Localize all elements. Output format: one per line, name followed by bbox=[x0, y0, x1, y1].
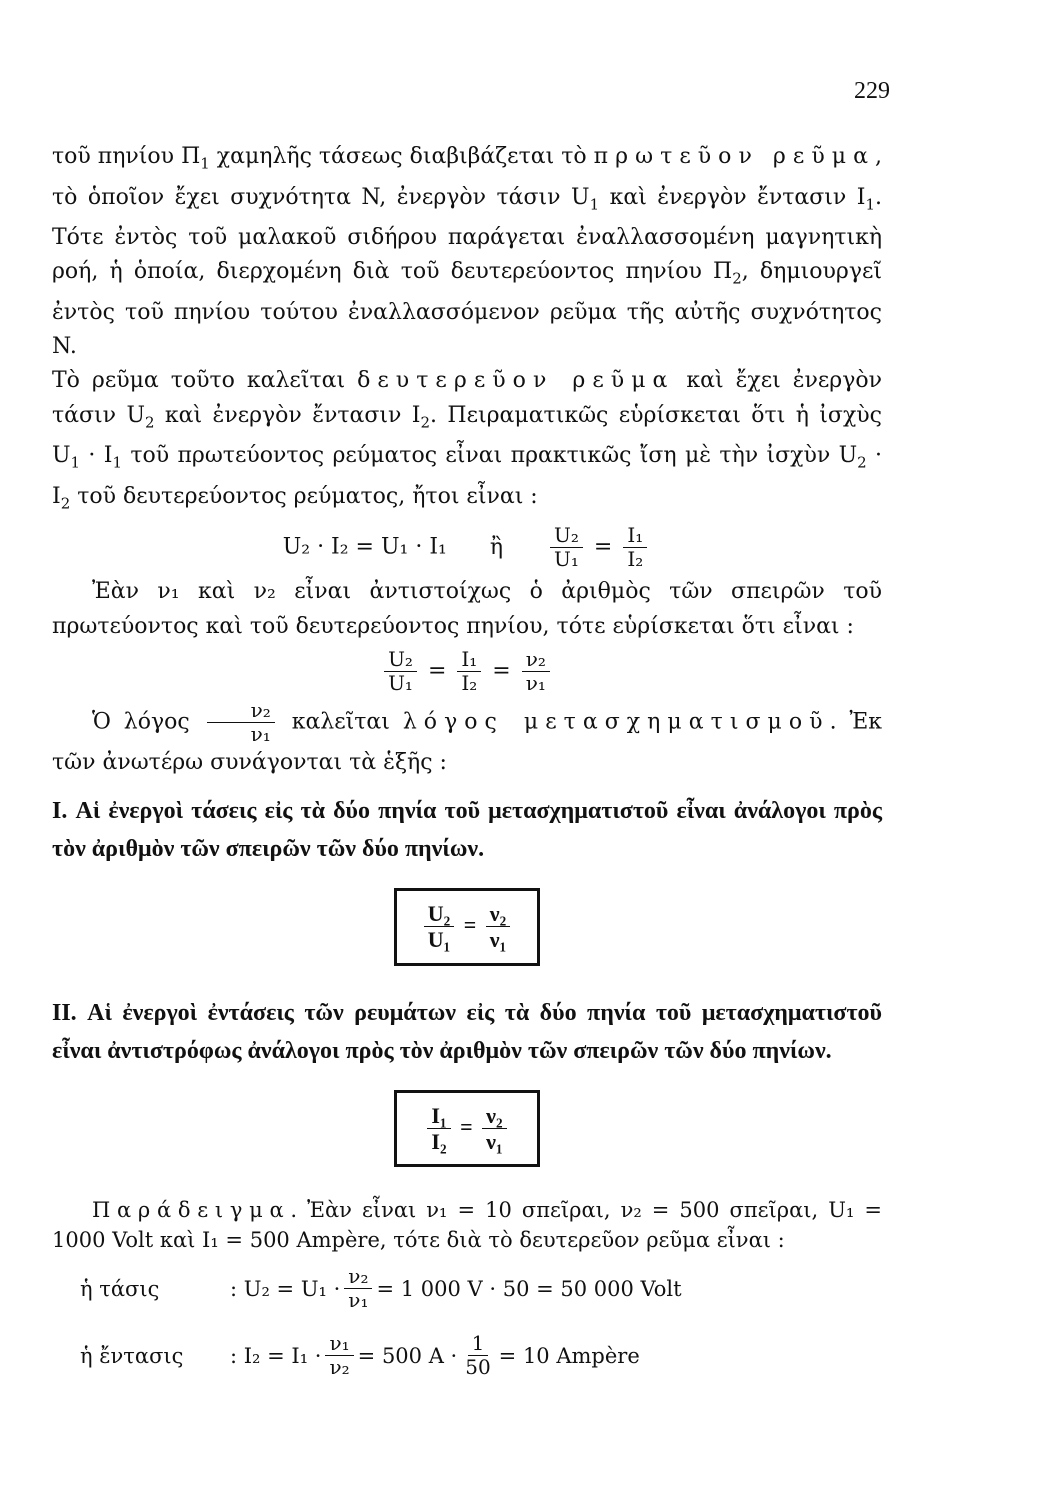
page-number: 229 bbox=[854, 78, 890, 104]
p1-text: χαμηλῆς τάσεως διαβιβάζεται τὸ bbox=[209, 144, 594, 169]
p2-text: τοῦ πρωτεύοντος ρεύματος εἶναι πρακτικῶς ἴση μὲ τὴν ἰσχὺν U bbox=[121, 443, 858, 469]
term-secondary-current: δευτερεῦον ρεῦμα bbox=[357, 368, 675, 394]
fraction bbox=[522, 648, 550, 695]
rule-2: II. Αἱ ἐνεργοὶ ἐντάσεις τῶν ρευμάτων εἰς τὰ δύο πηνία τοῦ μετασχηματιστοῦ εἶναι ἀντιστρόφως ἀνάλογοι πρὸς τὸν ἀριθμὸν τῶν σπειρῶν τῶν δύο πηνίων. bbox=[52, 999, 882, 1064]
example-result: = 10 Ampère bbox=[498, 1343, 640, 1368]
rule-1: I. Αἱ ἐνεργοὶ τάσεις εἰς τὰ δύο πηνία τοῦ μετασχηματιστοῦ εἶναι ἀνάλογοι πρὸς τὸν ἀριθμὸν τῶν σπειρῶν τῶν δύο πηνίων. bbox=[52, 797, 882, 862]
numerator: 1 bbox=[468, 1332, 489, 1356]
p1-sub: 1 bbox=[200, 154, 210, 173]
p2-sub: 2 bbox=[144, 412, 155, 431]
p1-text: καὶ ἐνεργὸν ἔντασιν I bbox=[599, 184, 866, 210]
fraction bbox=[623, 524, 647, 571]
fraction bbox=[457, 648, 481, 695]
paragraph-2 bbox=[52, 364, 882, 520]
denominator: U₁ bbox=[388, 670, 413, 695]
example-paragraph bbox=[52, 1195, 882, 1255]
fraction bbox=[344, 1265, 372, 1312]
ratio-text: καλεῖται bbox=[278, 709, 403, 735]
p2-sub: 2 bbox=[60, 494, 71, 513]
example-row-label: ἡ ἔντασις bbox=[80, 1343, 184, 1368]
denominator: U₁ bbox=[427, 927, 451, 953]
equation-power bbox=[52, 520, 882, 575]
fraction bbox=[384, 648, 417, 695]
example-expr: = 500 A · bbox=[357, 1343, 458, 1368]
numerator: ν₁ bbox=[325, 1332, 353, 1356]
example-current-row bbox=[52, 1322, 882, 1389]
eq-power-product: U₂ · I₂ = U₁ · I₁ bbox=[282, 534, 447, 560]
example-row-label: ἡ τάσις bbox=[80, 1276, 160, 1301]
fraction bbox=[461, 1332, 494, 1379]
p2-sub: 2 bbox=[857, 453, 867, 472]
p2-text: · I bbox=[52, 443, 882, 509]
fraction bbox=[550, 524, 583, 571]
denominator: I₂ bbox=[431, 1128, 447, 1154]
numerator: I₁ bbox=[457, 648, 481, 672]
denominator: 50 bbox=[465, 1355, 491, 1380]
p2-text: τοῦ δευτερεύοντος ρεύματος, ἤτοι εἶναι : bbox=[70, 483, 538, 509]
numerator: ν₂ bbox=[344, 1265, 372, 1289]
numerator: ν₂ bbox=[207, 699, 275, 723]
p2-text: Τὸ ρεῦμα τοῦτο καλεῖται bbox=[52, 368, 358, 394]
term-primary-current: πρωτεῦον ρεῦμα bbox=[593, 144, 875, 169]
fraction bbox=[207, 699, 275, 746]
p2-sub: 1 bbox=[112, 453, 122, 472]
p2-text: καὶ ἔχει ἐνεργὸν τάσιν U bbox=[52, 368, 882, 428]
fraction bbox=[325, 1332, 353, 1379]
fraction bbox=[424, 901, 454, 953]
fraction bbox=[482, 1103, 506, 1155]
example-text: . Ἐὰν εἶναι ν₁ = 10 σπεῖραι, ν₂ = 500 σπεῖραι, U₁ = 1000 Volt καὶ I₁ = 500 Ampère, τότε διὰ τὸ δευτερεῦον ρεῦμα εἶναι : bbox=[52, 1198, 882, 1253]
term-transformation-ratio: λόγος μετασχηματισμοῦ bbox=[402, 709, 830, 735]
text-body bbox=[52, 140, 882, 1389]
example-expr: : U₂ = U₁ · bbox=[230, 1276, 341, 1301]
numerator: U₂ bbox=[384, 648, 417, 672]
paragraph-1 bbox=[52, 140, 882, 364]
boxed-formula-voltage bbox=[394, 888, 540, 966]
p2-sub: 2 bbox=[420, 412, 431, 431]
equals-sign: = bbox=[460, 1113, 473, 1139]
ratio-definition bbox=[52, 699, 882, 780]
denominator: ν₁ bbox=[250, 721, 271, 746]
p2-sub: 1 bbox=[70, 453, 81, 472]
numerator: I₁ bbox=[427, 1103, 450, 1129]
paragraph-3: Ἐὰν ν₁ καὶ ν₂ εἶναι ἀντιστοίχως ὁ ἀριθμὸς τῶν σπειρῶν τοῦ πρωτεύοντος καὶ τοῦ δευτερεύοντος πηνίου, τότε εὑρίσκεται ὅτι εἶναι : bbox=[52, 579, 882, 639]
denominator: ν₁ bbox=[525, 670, 546, 695]
example-voltage-row bbox=[52, 1255, 882, 1322]
p1-text: . Τότε ἐντὸς τοῦ μαλακοῦ σιδήρου παράγεται ἐναλλασσομένη μαγνητικὴ ροή, ἡ ὁποία, διερχομένη διὰ τοῦ δευτερεύοντος πηνίου Π bbox=[52, 184, 882, 285]
denominator: ν₁ bbox=[486, 1128, 503, 1154]
p2-text: . Πειραματικῶς εὑρίσκεται ὅτι ἡ ἰσχὺς U bbox=[52, 402, 882, 469]
denominator: I₂ bbox=[461, 670, 478, 695]
p1-text: τοῦ πηνίου Π bbox=[52, 144, 201, 169]
numerator: I₁ bbox=[623, 524, 647, 548]
numerator: U₂ bbox=[424, 901, 454, 927]
p1-sub: 2 bbox=[732, 269, 742, 288]
numerator: ν₂ bbox=[482, 1103, 506, 1129]
p2-text: · I bbox=[80, 443, 113, 469]
denominator: U₁ bbox=[554, 547, 579, 572]
numerator: ν₂ bbox=[522, 648, 550, 672]
equals-sign: = bbox=[463, 911, 477, 937]
ratio-text: . Ἐκ τῶν ἀνωτέρω συνάγονται τὰ ἑξῆς : bbox=[52, 709, 882, 775]
p1-sub: 1 bbox=[865, 194, 875, 213]
fraction bbox=[486, 901, 510, 953]
p1-sub: 1 bbox=[589, 194, 600, 213]
equals-sign: = bbox=[593, 534, 613, 560]
example-label: Παράδειγμα bbox=[92, 1198, 291, 1223]
equals-sign: = bbox=[492, 658, 511, 684]
denominator: ν₁ bbox=[348, 1288, 369, 1313]
denominator: ν₂ bbox=[329, 1355, 350, 1380]
denominator: ν₁ bbox=[489, 927, 507, 953]
p2-text: καὶ ἐνεργὸν ἔντασιν I bbox=[154, 402, 421, 428]
denominator: I₂ bbox=[627, 547, 644, 572]
p1-text: , δημιουργεῖ ἐντὸς τοῦ πηνίου τούτου ἐναλλασσόμενον ρεῦμα τῆς αὐτῆς συχνότητος N. bbox=[52, 259, 883, 360]
example-result: = 1 000 V · 50 = 50 000 Volt bbox=[376, 1276, 682, 1301]
numerator: U₂ bbox=[550, 524, 583, 548]
example-expr: : I₂ = I₁ · bbox=[230, 1343, 322, 1368]
equals-sign: = bbox=[427, 658, 447, 684]
numerator: ν₂ bbox=[486, 901, 510, 927]
boxed-formula-current bbox=[394, 1090, 540, 1168]
eq-or: ἢ bbox=[489, 534, 504, 560]
p1-text: , τὸ ὁποῖον ἔχει συχνότητα N, ἐνεργὸν τάσιν U bbox=[52, 144, 882, 210]
equation-ratios bbox=[52, 644, 882, 699]
ratio-text: Ὁ λόγος bbox=[92, 709, 203, 735]
fraction bbox=[427, 1103, 450, 1155]
